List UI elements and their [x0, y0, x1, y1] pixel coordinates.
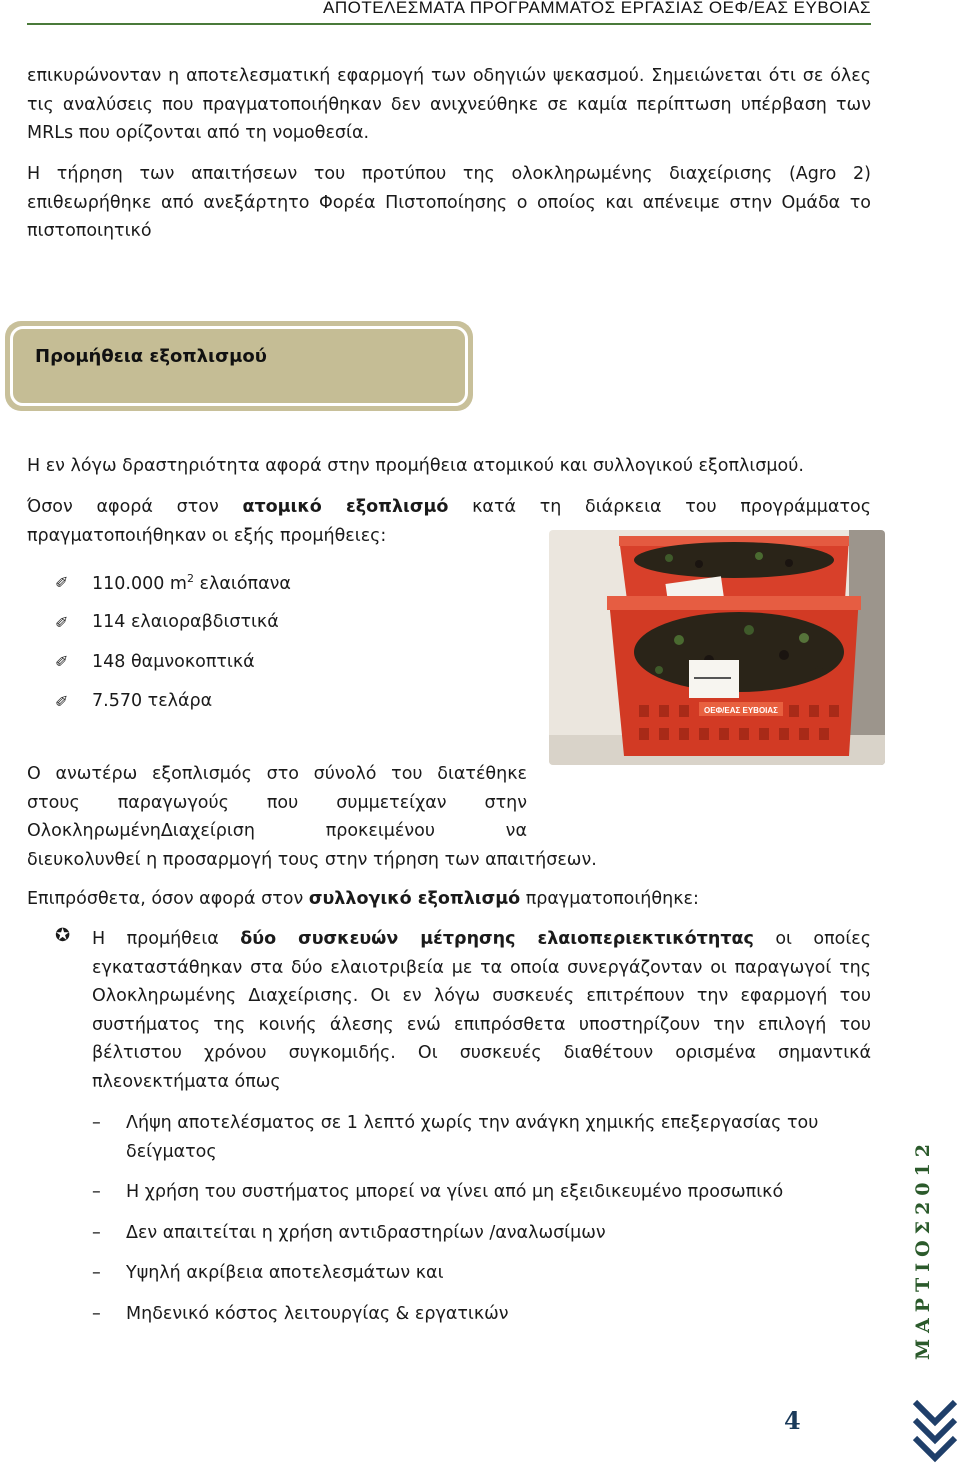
suffix-text: ελαιόπανα	[193, 573, 291, 594]
list-item	[55, 603, 291, 643]
pencil-icon: ✐	[55, 652, 69, 672]
olive-crates-photo	[549, 530, 885, 765]
chevron-down-icon	[912, 1396, 958, 1470]
text-span: κατά τη διάρκεια του προγράμματος πραγματοποιήθηκαν οι εξής προμήθειες:	[27, 497, 871, 546]
bold-term-collective-equipment: συλλογικό εξοπλισμό	[308, 889, 521, 909]
distribution-line: Ο ανωτέρω εξοπλισμός στο σύνολό του διατέθηκε	[27, 764, 527, 784]
list-item-text: 148 θαμνοκοπτικά	[92, 651, 255, 672]
paragraph-collective-equipment	[27, 885, 871, 914]
list-item-text: 114 ελαιοραβδιστικά	[92, 612, 279, 633]
dash-bullet: –	[92, 1113, 101, 1133]
list-item	[92, 1109, 871, 1166]
collective-item-text	[92, 925, 871, 1096]
running-header: ΑΠΟΤΕΛΕΣΜΑΤΑ ΠΡΟΓΡΑΜΜΑΤΟΣ ΕΡΓΑΣΙΑΣ ΟΕΦ/ΕΑΣ ΕΥΒΟΙΑΣ	[323, 0, 871, 17]
olive-crates-illustration	[549, 530, 885, 765]
section-heading: Προμήθεια εξοπλισμού	[35, 346, 267, 367]
paragraph-equipment-distribution	[27, 760, 597, 874]
crate-label: ΟΕΦ/ΕΑΣ ΕΥΒΟΙΑΣ	[704, 706, 778, 715]
list-item	[55, 642, 291, 682]
list-item	[92, 1219, 871, 1248]
list-item	[92, 1259, 871, 1288]
value-text: 110.000 m	[92, 573, 187, 594]
dash-bullet: –	[92, 1303, 101, 1324]
distribution-line: διευκολυνθεί η προσαρμογή τους στην τήρηση των απαιτήσεων.	[27, 849, 597, 870]
text-span: Η προμήθεια	[92, 929, 241, 949]
list-item-text	[92, 572, 291, 594]
paragraph-activity-intro: Η εν λόγω δραστηριότητα αφορά στην προμήθεια ατομικού και συλλογικού εξοπλισμού.	[27, 456, 804, 476]
list-item	[92, 1300, 871, 1329]
bold-term-individual-equipment: ατομικό εξοπλισμό	[242, 497, 449, 517]
dash-bullet: –	[92, 1222, 101, 1243]
list-item-text: 7.570 τελάρα	[92, 691, 213, 712]
individual-equipment-list	[55, 563, 291, 721]
list-item-text: Λήψη αποτελέσματος σε 1 λεπτό χωρίς την ανάγκη χημικής επεξεργασίας του δείγματος	[126, 1113, 819, 1162]
bold-term-measurement-devices: δύο συσκευών μέτρησης ελαιοπεριεκτικότητας	[240, 929, 754, 949]
superscript: 2	[186, 571, 194, 585]
paragraph-spraying-results: επικυρώνονταν η αποτελεσματική εφαρμογή των οδηγιών ψεκασμού. Σημειώνεται ότι σε όλες τις αναλύσεις που πραγματοποιήθηκαν δεν ανιχνεύθηκε σε καμία περίπτωση υπέρβαση των MRLs που ορίζονται από τη νομοθεσία.	[27, 66, 871, 143]
side-date: ΜΑΡΤΙΟΣ2012	[912, 1138, 934, 1360]
pencil-icon: ✐	[55, 612, 69, 632]
header-rule	[27, 23, 871, 25]
distribution-line: ΟλοκληρωμένηΔιαχείριση προκειμένου να	[27, 821, 527, 841]
dash-bullet: –	[92, 1182, 101, 1202]
page-number: 4	[784, 1406, 801, 1435]
dash-bullet: –	[92, 1263, 101, 1283]
list-item	[55, 682, 291, 722]
pencil-icon: ✐	[55, 691, 69, 711]
text-span: Επιπρόσθετα, όσον αφορά στον	[27, 889, 309, 909]
paragraph-certification: Η τήρηση των απαιτήσεων του προτύπου της ολοκληρωμένης διαχείρισης (Agro 2) επιθεωρήθηκε από ανεξάρτητο Φορέα Πιστοποίησης ο οποίος και απένειμε στην Ομάδα το πιστοποιητικό	[27, 164, 871, 241]
list-item	[55, 563, 291, 603]
advantages-list	[92, 1109, 871, 1328]
text-span: Όσον αφορά στον	[27, 497, 243, 517]
list-item	[92, 1178, 871, 1207]
list-item-text: Δεν απαιτείται η χρήση αντιδραστηρίων /αναλωσίμων	[126, 1222, 606, 1243]
list-item-text: Η χρήση του συστήματος μπορεί να γίνει από μη εξειδικευμένο προσωπικό	[126, 1182, 784, 1202]
text-span: οι οποίες εγκαταστάθηκαν στα δύο ελαιοτριβεία με τα οποία συνεργάζονταν οι παραγωγοί της Ολοκληρωμένης Διαχείρισης. Οι εν λόγω συσκευές επιτρέπουν την εφαρμογή του συστήματος της κοινής άλεσης ενώ επιπρόσθετα υποστηρίζουν την επιλογή του βέλτιστου χρόνου συγκομιδής. Οι συσκευές διαθέτουν ορισμένα σημαντικά πλεονεκτήματα όπως	[92, 929, 872, 1092]
text-span: πραγματοποιήθηκε:	[520, 889, 699, 909]
star-bullet-icon: ✪	[55, 925, 71, 946]
list-item-text: Μηδενικό κόστος λειτουργίας & εργατικών	[126, 1303, 509, 1324]
list-item-text: Υψηλή ακρίβεια αποτελεσμάτων και	[126, 1263, 444, 1283]
distribution-line: στους παραγωγούς που συμμετείχαν στην	[27, 792, 527, 813]
pencil-icon: ✐	[55, 573, 69, 593]
